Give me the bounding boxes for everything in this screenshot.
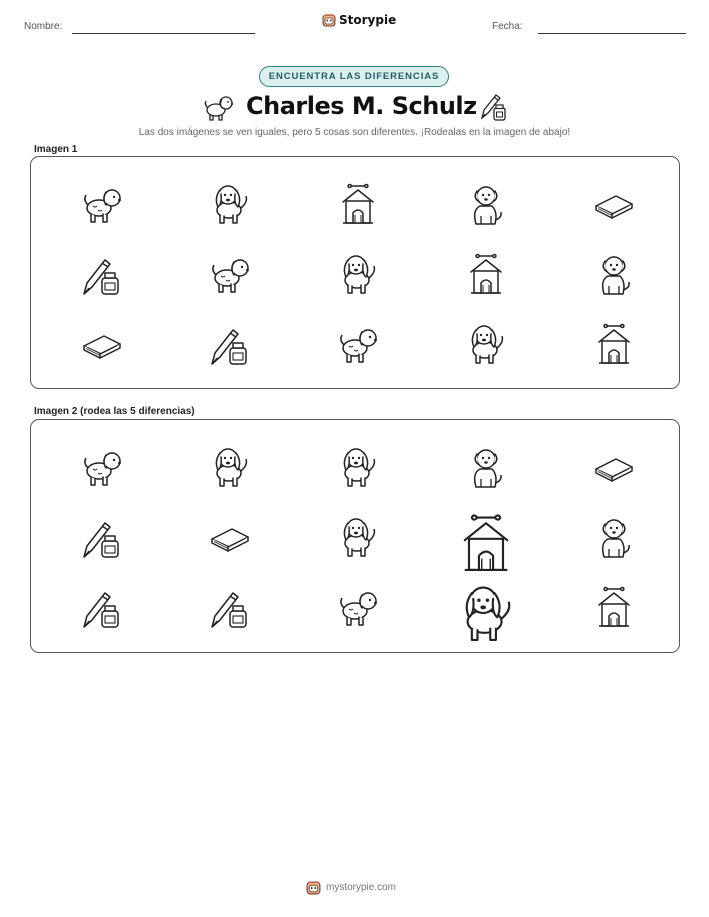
puppy-icon [206,250,254,298]
spaniel-icon[interactable] [334,513,382,561]
title-puppy-icon [201,92,235,122]
book-icon [78,320,126,368]
spaniel-icon[interactable] [334,443,382,491]
brand-name: Storypie [339,13,397,27]
date-field[interactable] [538,33,686,34]
spaniel-icon [462,320,510,368]
puppy-icon [334,320,382,368]
sitting-dog-icon[interactable] [590,513,638,561]
storypie-mascot-icon [306,880,321,895]
name-field[interactable] [72,33,255,34]
doghouse-icon[interactable] [590,583,638,631]
title-pen-ink-icon [478,90,508,122]
storypie-mascot-icon [322,13,336,27]
spaniel-icon[interactable] [452,579,520,647]
doghouse-icon [590,320,638,368]
image1-panel [30,156,680,389]
page-title: Charles M. Schulz [246,92,477,120]
footer [306,880,396,895]
image1-label: Imagen 1 [34,144,78,155]
pen-ink-icon [206,320,254,368]
image2-label: Imagen 2 (rodea las 5 diferencias) [34,406,195,417]
image2-panel [30,419,680,653]
pen-ink-icon[interactable] [78,583,126,631]
puppy-icon[interactable] [78,443,126,491]
sitting-dog-icon[interactable] [462,443,510,491]
book-icon[interactable] [590,443,638,491]
footer-site-link[interactable]: mystorypie.com [326,882,397,893]
puppy-icon[interactable] [334,583,382,631]
spaniel-icon[interactable] [206,443,254,491]
puppy-icon [78,180,126,228]
worksheet-header [0,0,709,40]
instructions-text: Las dos imágenes se ven iguales, pero 5 cosas son diferentes. ¡Rodealas en la imagen de abajo! [138,127,571,138]
brand-logo [322,13,396,27]
sitting-dog-icon [462,180,510,228]
date-label: Fecha: [492,21,523,32]
book-icon[interactable] [206,513,254,561]
doghouse-icon [334,180,382,228]
doghouse-icon[interactable] [452,509,520,577]
doghouse-icon [462,250,510,298]
pen-ink-icon[interactable] [206,583,254,631]
name-label: Nombre: [24,21,63,32]
spaniel-icon [206,180,254,228]
pen-ink-icon[interactable] [78,513,126,561]
spaniel-icon [334,250,382,298]
activity-badge: ENCUENTRA LAS DIFERENCIAS [259,66,449,87]
pen-ink-icon [78,250,126,298]
title-row [0,90,709,126]
book-icon [590,180,638,228]
sitting-dog-icon [590,250,638,298]
